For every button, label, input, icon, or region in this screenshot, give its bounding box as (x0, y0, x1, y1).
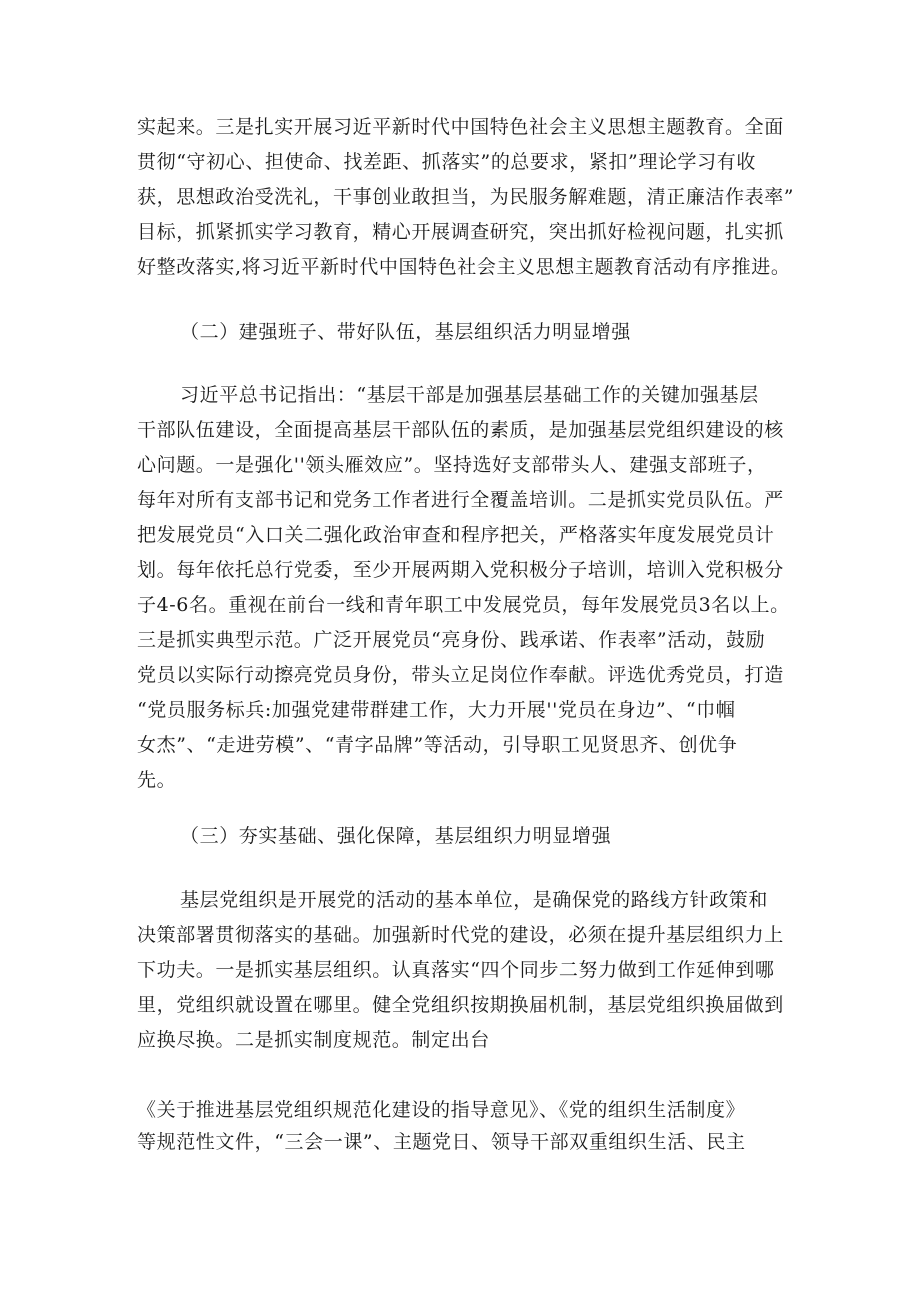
text-line: 里，党组织就设置在哪里。健全党组织按期换届机制，基层党组织换届做到 (137, 994, 784, 1016)
text-line: 应换尽换。二是抓实制度规范。制定出台 (137, 1029, 490, 1051)
text-line: 每年对所有支部书记和党务工作者进行全覆盖培训。二是抓实党员队伍。严 (137, 489, 784, 511)
text-line: 划。每年依托总行党委，至少开展两期入党积极分子培训，培训入党积极分 (137, 559, 784, 581)
text-line: 三是抓实典型示范。广泛开展党员“亮身份、践承诺、作表率”活动，鼓励 (137, 629, 766, 651)
text-line: 女杰”、“走进劳模”、“青字品牌”等活动，引导职工见贤思齐、创优争 (137, 734, 738, 756)
text-line: 下功夫。一是抓实基层组织。认真落实“四个同步二努力做到工作延伸到哪 (137, 959, 775, 981)
text-line: 基层党组织是开展党的活动的基本单位，是确保党的路线方针政策和 (180, 889, 769, 911)
text-line: 实起来。三是扎实开展习近平新时代中国特色社会主义思想主题教育。全面 (137, 116, 784, 138)
text-line: 子4-6名。重视在前台一线和青年职工中发展党员，每年发展党员3名以上。 (137, 594, 790, 616)
section-heading-3: （三）夯实基础、强化保障，基层组织力明显增强 (180, 825, 612, 847)
text-line: 心问题。一是强化''领头雁效应”。坚持选好支部带头人、建强支部班子， (137, 454, 767, 476)
text-line: 把发展党员“入口关二强化政治审查和程序把关，严格落实年度发展党员计 (137, 524, 775, 546)
section-heading-2: （二）建强班子、带好队伍，基层组织活力明显增强 (180, 321, 631, 343)
text-line: 获，思想政治受洗礼，干事创业敢担当，为民服务解难题，清正廉洁作表率” (137, 186, 795, 208)
text-line: 好整改落实,将习近平新时代中国特色社会主义思想主题教育活动有序推进。 (137, 256, 791, 278)
text-line: 先。 (137, 769, 177, 791)
text-line: 等规范性文件，“三会一课”、主题党日、领导干部双重组织生活、民主 (137, 1131, 746, 1153)
text-line: 目标，抓紧抓实学习教育，精心开展调查研究，突出抓好检视问题，扎实抓 (137, 221, 784, 243)
text-line: 贯彻“守初心、担使命、找差距、抓落实”的总要求，紧扣”理论学习有收 (137, 151, 756, 173)
text-line: 《关于推进基层党组织规范化建设的指导意见》、《党的组织生活制度》 (137, 1099, 746, 1121)
text-line: 干部队伍建设，全面提高基层干部队伍的素质，是加强基层党组织建设的核 (137, 419, 784, 441)
text-line: 决策部署贯彻落实的基础。加强新时代党的建设，必须在提升基层组织力上 (137, 924, 784, 946)
text-line: “党员服务标兵:加强党建带群建工作，大力开展''党员在身边”、“巾帼 (137, 699, 736, 721)
text-line: 习近平总书记指出：“基层干部是加强基层基础工作的关键加强基层 (180, 384, 759, 406)
text-line: 党员以实际行动擦亮党员身份，带头立足岗位作奉献。评选优秀党员，打造 (137, 664, 784, 686)
